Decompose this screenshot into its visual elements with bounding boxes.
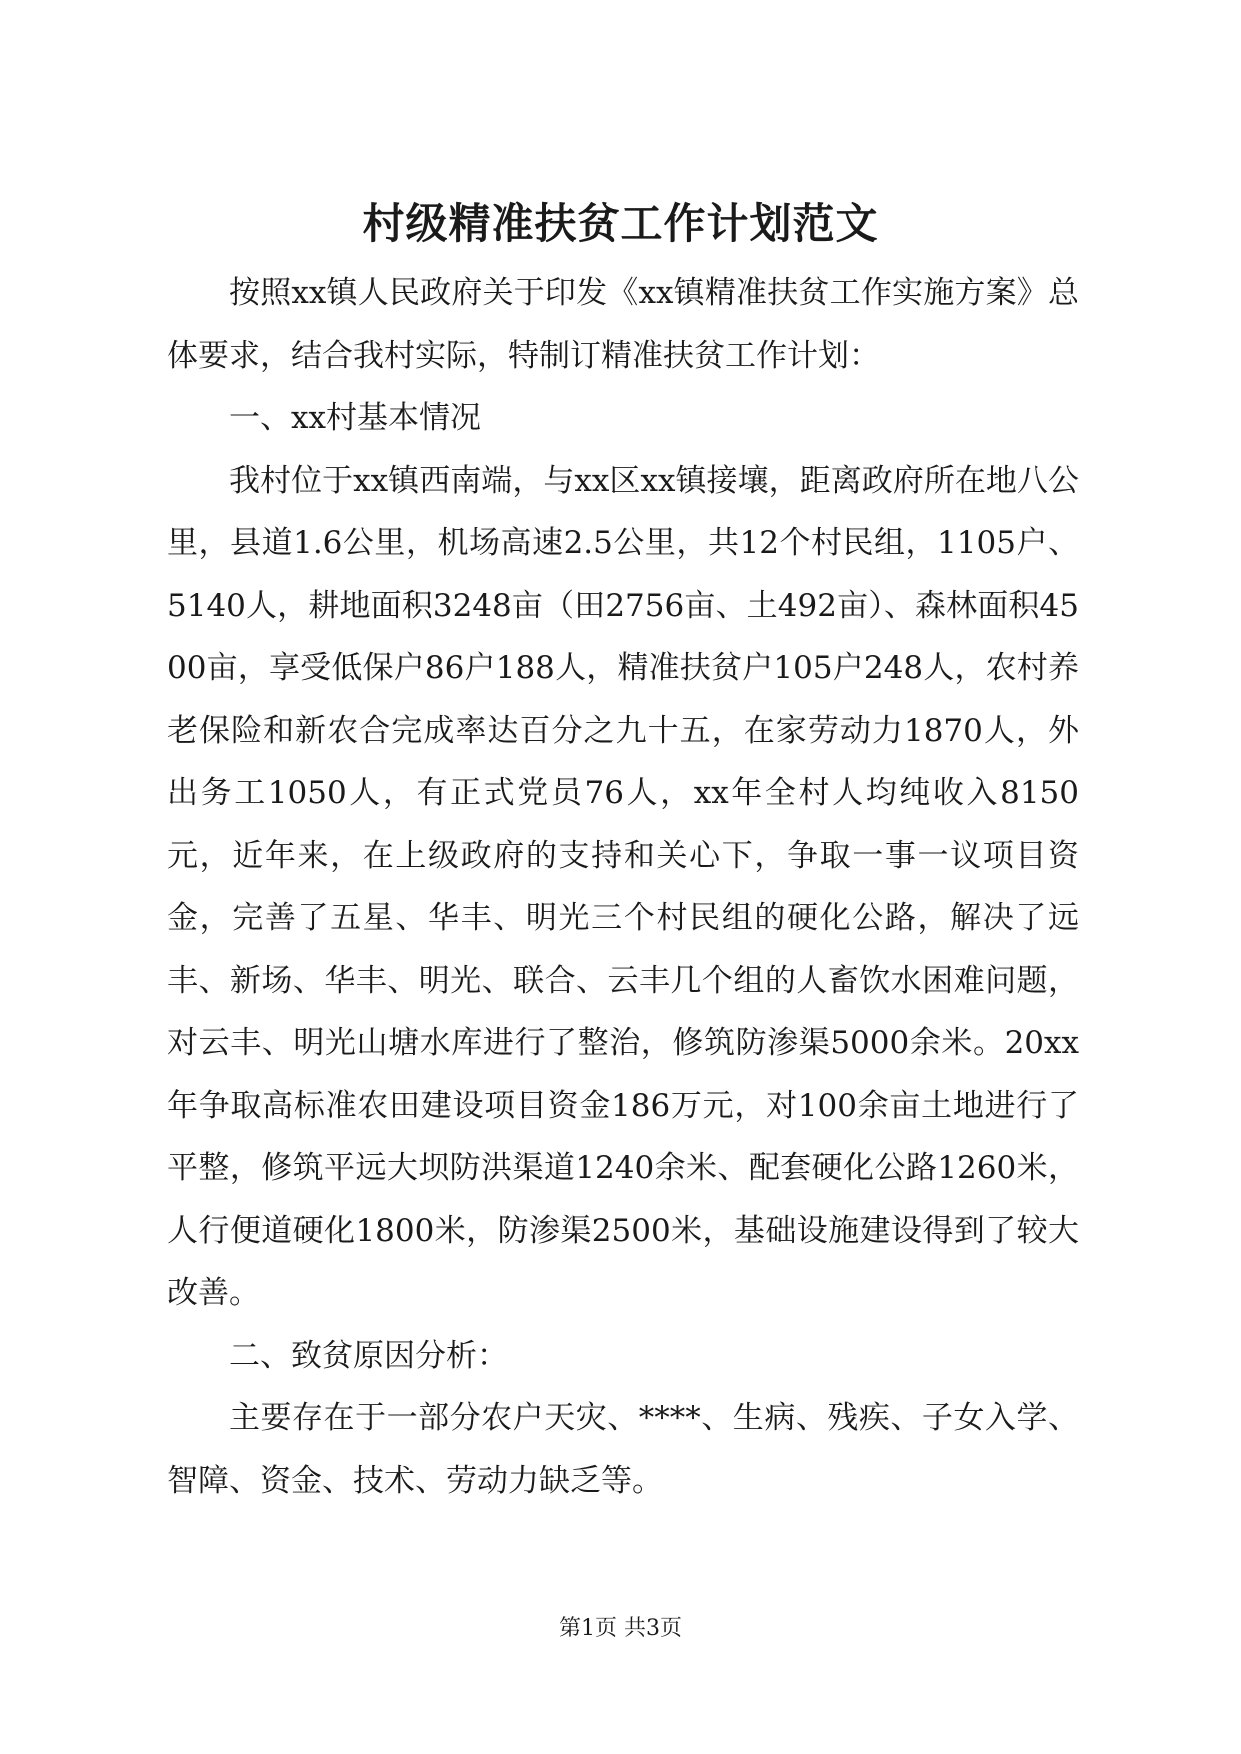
page-footer: 第1页 共3页 bbox=[559, 1616, 682, 1641]
document-body bbox=[167, 262, 1079, 1512]
intro-paragraph: 按照xx镇人民政府关于印发《xx镇精准扶贫工作实施方案》总体要求，结合我村实际，特制订精准扶贫工作计划： bbox=[167, 275, 1079, 374]
section-heading-poverty-causes: 二、致贫原因分析： bbox=[229, 1337, 508, 1374]
poverty-causes-paragraph: 主要存在于一部分农户天灾、****、生病、残疾、子女入学、智障、资金、技术、劳动力缺乏等。 bbox=[167, 1400, 1079, 1499]
basic-situation-paragraph: 我村位于xx镇西南端，与xx区xx镇接壤，距离政府所在地八公里，县道1.6公里，机场高速2.5公里，共12个村民组，1105户、5140人，耕地面积3248亩（田2756亩、土492亩）、森林面积4500亩，享受低保户86户188人，精准扶贫户105户248人，农村养老保险和新农合完成率达百分之九十五，在家劳动力1870人，外出务工1050人，有正式党员76人，xx年全村人均纯收入8150元，近年来，在上级政府的支持和关心下，争取一事一议项目资金，完善了五星、华丰、明光三个村民组的硬化公路，解决了远丰、新场、华丰、明光、联合、云丰几个组的人畜饮水困难问题，对云丰、明光山塘水库进行了整治，修筑防渗渠5000余米。20xx年争取高标准农田建设项目资金186万元，对100余亩土地进行了平整，修筑平远大坝防洪渠道1240余米、配套硬化公路1260米，人行便道硬化1800米，防渗渠2500米，基础设施建设得到了较大改善。 bbox=[167, 462, 1079, 1311]
document-title: 村级精准扶贫工作计划范文 bbox=[362, 199, 879, 248]
section-heading-basic-situation: 一、xx村基本情况 bbox=[229, 400, 481, 436]
